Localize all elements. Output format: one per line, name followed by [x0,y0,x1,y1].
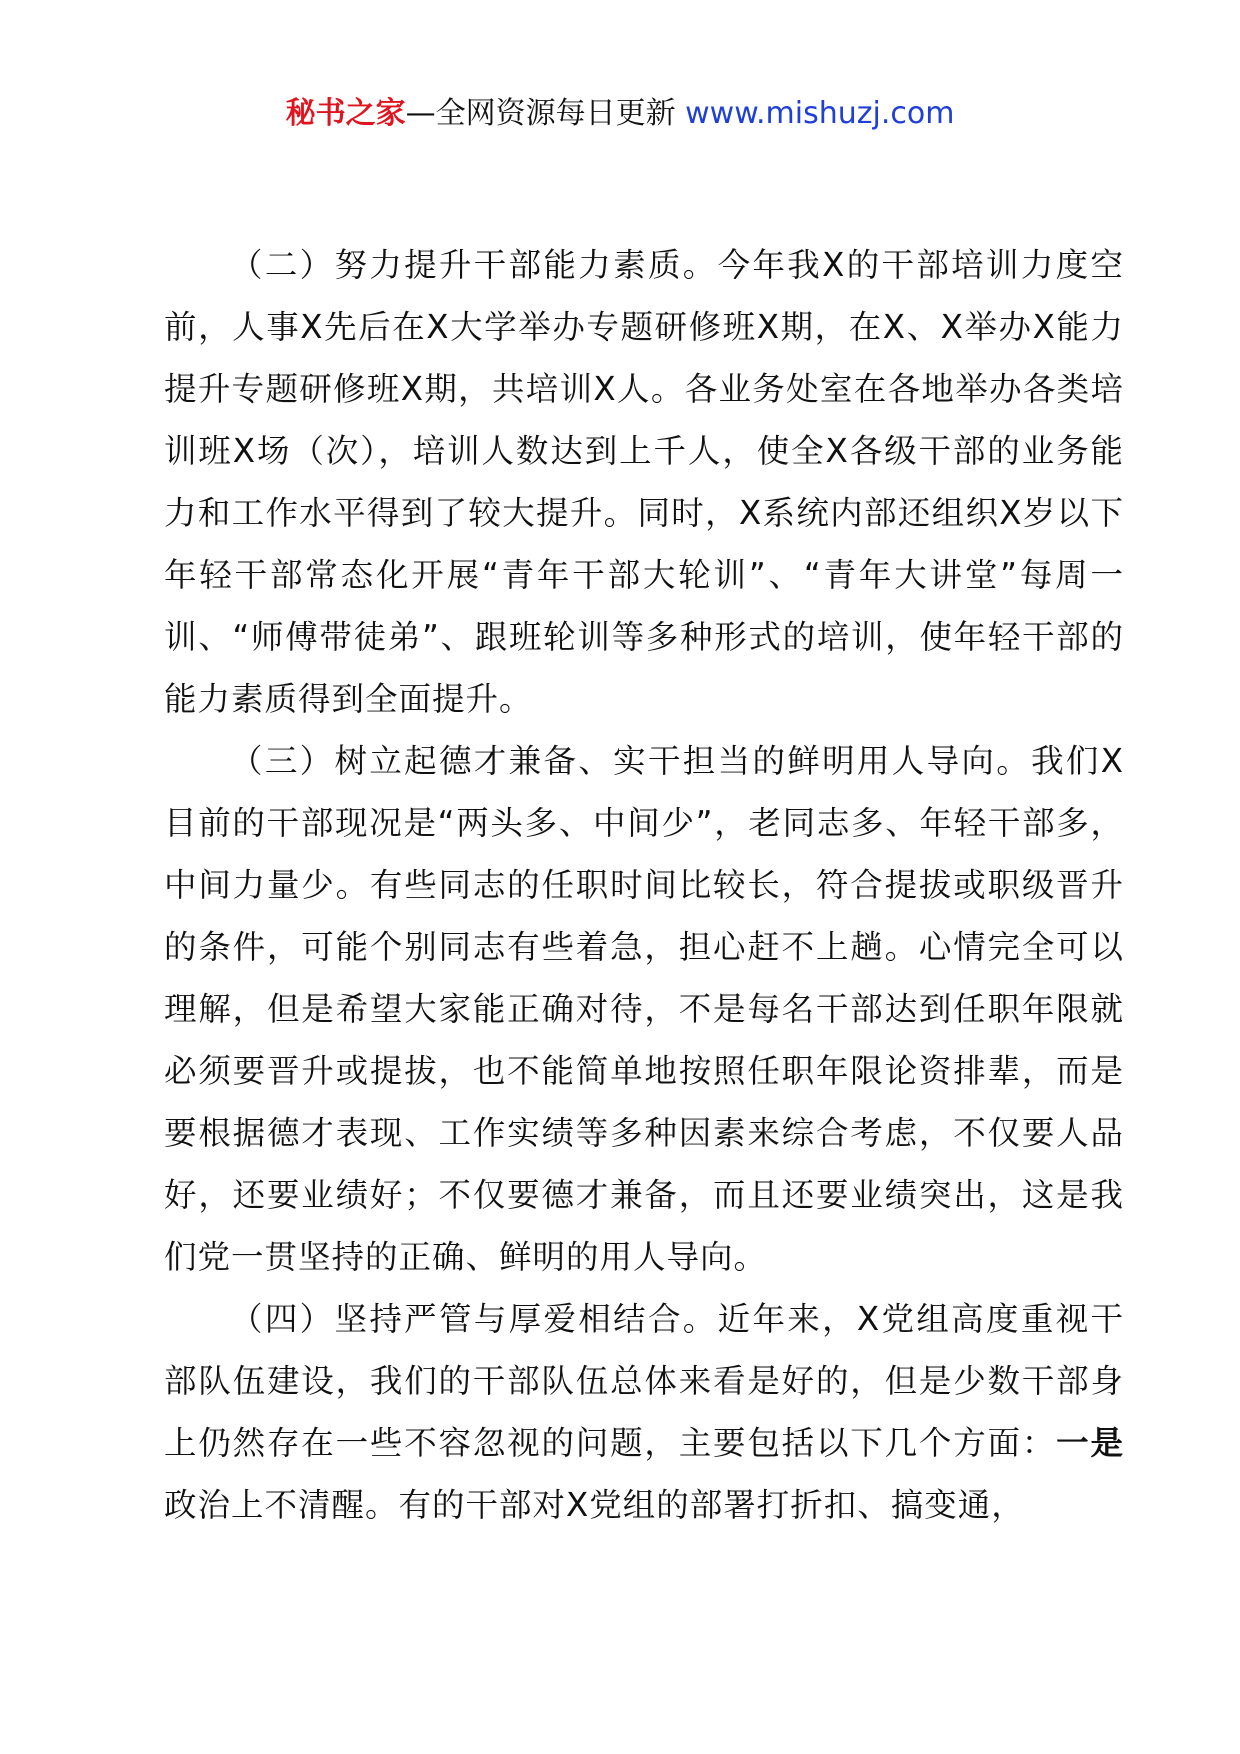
header-slogan: —全网资源每日更新 [405,96,676,131]
document-body [164,234,1124,1536]
paragraph-strict-management-text: （四）坚持严管与厚爱相结合。近年来，X党组高度重视干部队伍建设，我们的干部队伍总体来看是好的，但是少数干部身上仍然存在一些不容忽视的问题，主要包括以下几个方面： [164,1300,1124,1462]
paragraph-strict-management [164,1288,1124,1536]
paragraph-talent-orientation: （三）树立起德才兼备、实干担当的鲜明用人导向。我们X目前的干部现况是“两头多、中间少”，老同志多、年轻干部多，中间力量少。有些同志的任职时间比较长，符合提拔或职级晋升的条件，可能个别同志有些着急，担心赶不上趟。心情完全可以理解，但是希望大家能正确对待，不是每名干部达到任职年限就必须要晋升或提拔，也不能简单地按照任职年限论资排辈，而是要根据德才表现、工作实绩等多种因素来综合考虑，不仅要人品好，还要业绩好；不仅要德才兼备，而且还要业绩突出，这是我们党一贯坚持的正确、鲜明的用人导向。 [164,742,1124,1276]
site-url-link[interactable]: www.mishuzj.com [685,96,955,131]
point-one-label: 一是 [1056,1424,1124,1462]
point-one-text: 政治上不清醒。有的干部对X党组的部署打折扣、搞变通， [164,1486,1025,1524]
brand-name: 秘书之家 [285,96,406,131]
site-header [0,94,1240,134]
paragraph-training: （二）努力提升干部能力素质。今年我X的干部培训力度空前，人事X先后在X大学举办专题研修班X期，在X、X举办X能力提升专题研修班X期，共培训X人。各业务处室在各地举办各类培训班X场（次），培训人数达到上千人，使全X各级干部的业务能力和工作水平得到了较大提升。同时，X系统内部还组织X岁以下年轻干部常态化开展“青年干部大轮训”、“青年大讲堂”每周一训、“师傅带徒弟”、跟班轮训等多种形式的培训，使年轻干部的能力素质得到全面提升。 [164,246,1124,718]
